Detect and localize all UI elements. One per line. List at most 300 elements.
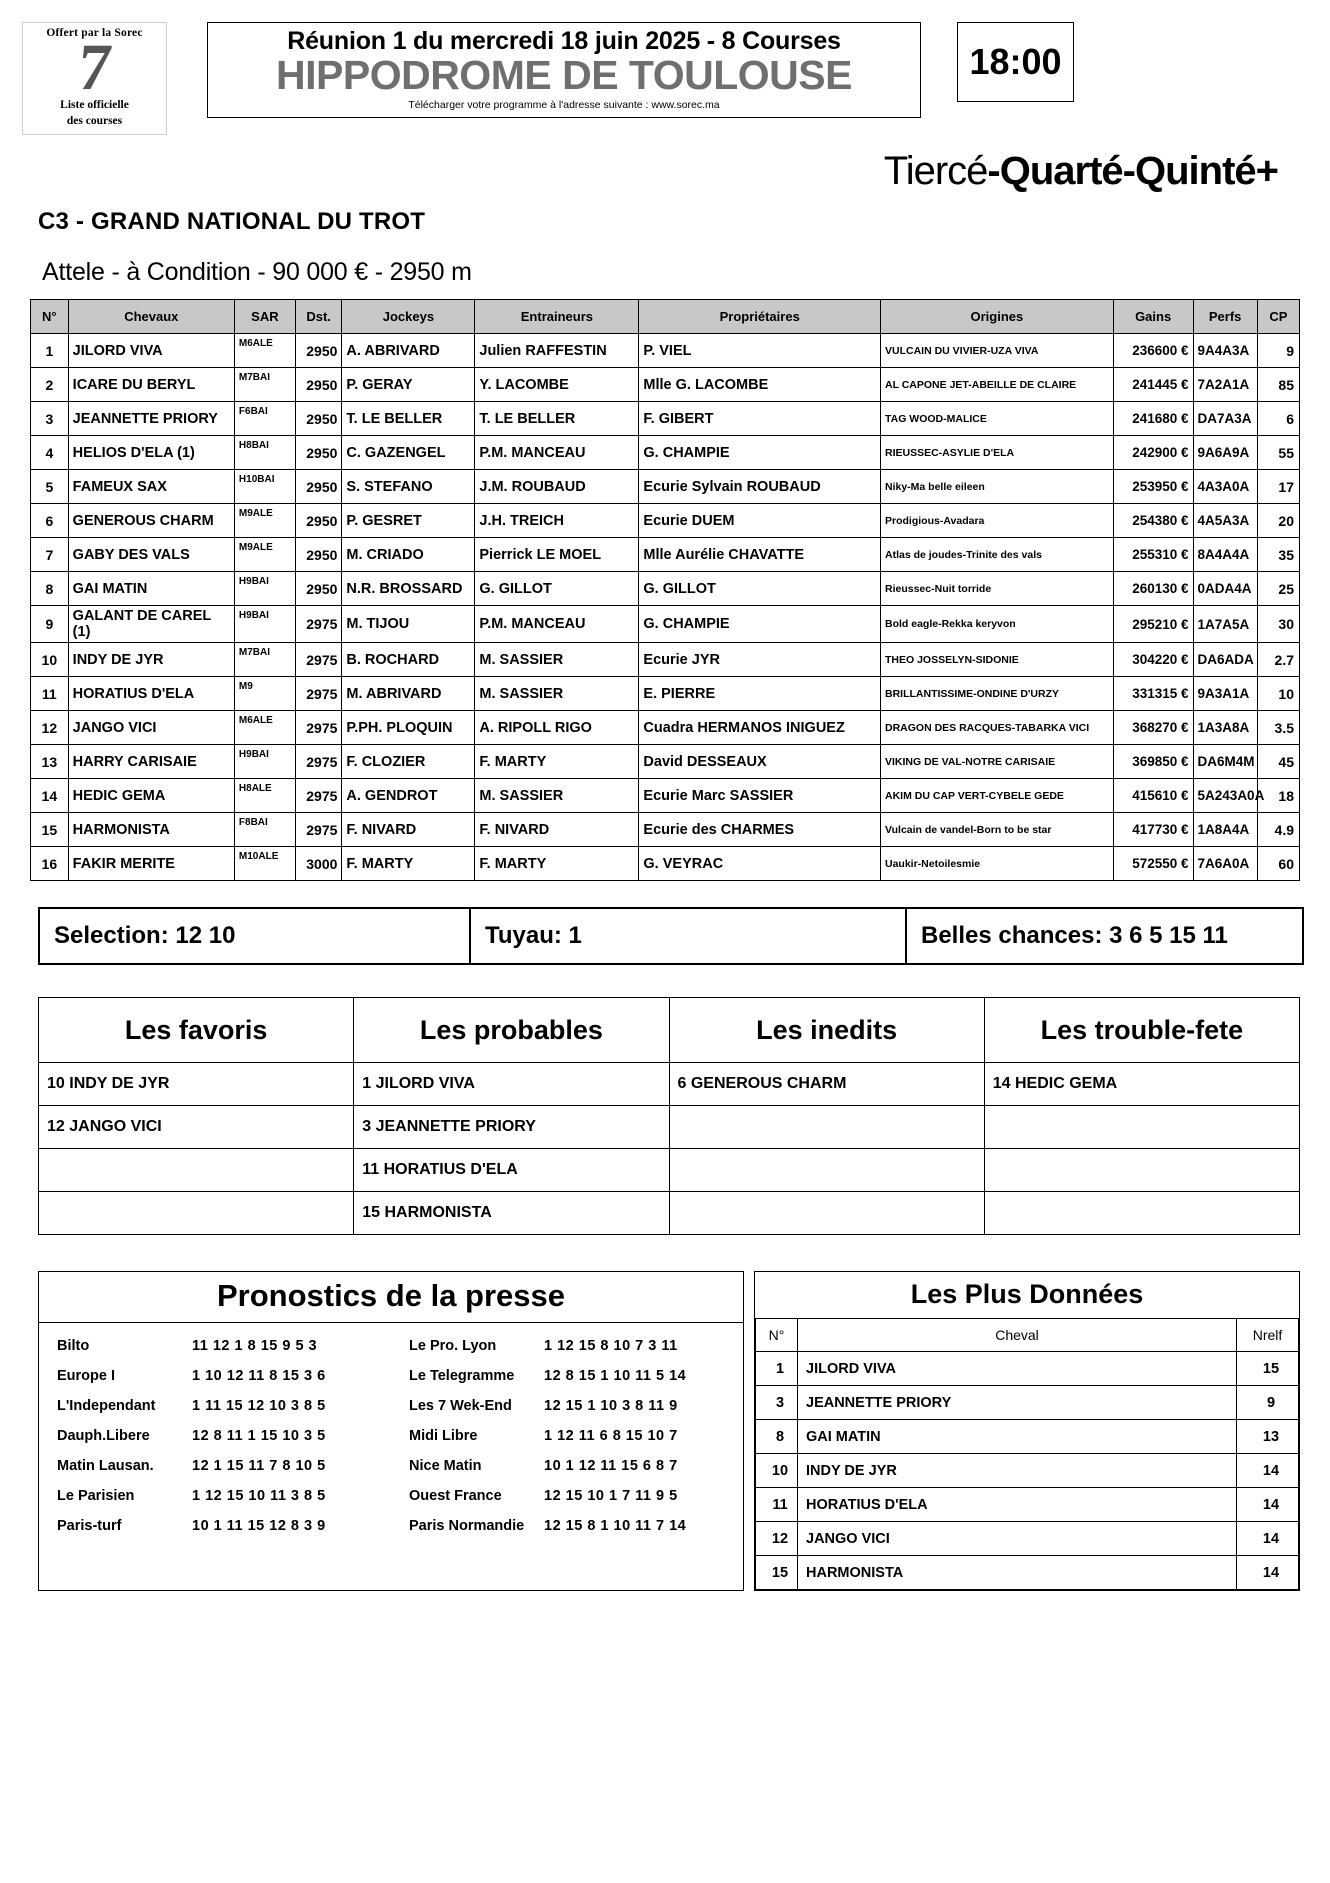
cell-proprietaire: G. VEYRAC bbox=[639, 847, 881, 881]
list-item bbox=[39, 1149, 1300, 1192]
cell-dst: 2950 bbox=[295, 538, 342, 572]
cell-dst: 2950 bbox=[295, 572, 342, 606]
cell-sar: M9 bbox=[234, 677, 295, 711]
cell-num: 15 bbox=[31, 813, 69, 847]
meeting-title-box bbox=[207, 22, 921, 118]
cell-sar: M9ALE bbox=[234, 538, 295, 572]
cell-origines: Uaukir-Netoilesmie bbox=[881, 847, 1114, 881]
cell-cheval: JEANNETTE PRIORY bbox=[68, 402, 234, 436]
press-row bbox=[39, 1361, 391, 1391]
favoris-cell: 3 JEANNETTE PRIORY bbox=[354, 1106, 669, 1149]
press-source-name: Paris-turf bbox=[57, 1518, 122, 1535]
cell-gains: 369850 € bbox=[1113, 745, 1193, 779]
cell-dst: 2975 bbox=[295, 606, 342, 643]
belles-chances-text: Belles chances: 3 6 5 15 11 bbox=[921, 922, 1228, 950]
cell-sar: M10ALE bbox=[234, 847, 295, 881]
cell-gains: 241445 € bbox=[1113, 368, 1193, 402]
hippodrome-name: HIPPODROME DE TOULOUSE bbox=[276, 52, 852, 98]
cell-cheval: FAMEUX SAX bbox=[68, 470, 234, 504]
mg-cell-nrelf: 14 bbox=[1237, 1454, 1299, 1488]
cell-entraineur: J.M. ROUBAUD bbox=[475, 470, 639, 504]
table-row bbox=[756, 1556, 1299, 1590]
cell-origines: BRILLANTISSIME-ONDINE D'URZY bbox=[881, 677, 1114, 711]
cell-origines: RIEUSSEC-ASYLIE D'ELA bbox=[881, 436, 1114, 470]
cell-num: 16 bbox=[31, 847, 69, 881]
cell-num: 3 bbox=[31, 402, 69, 436]
cell-perfs: 1A3A8A bbox=[1193, 711, 1257, 745]
cell-dst: 2950 bbox=[295, 334, 342, 368]
col-proprietaires: Propriétaires bbox=[639, 300, 881, 334]
cell-jockey: M. ABRIVARD bbox=[342, 677, 475, 711]
most-given-panel bbox=[754, 1271, 1300, 1591]
list-item bbox=[39, 1106, 1300, 1149]
selection-text: Selection: 12 10 bbox=[40, 909, 471, 963]
favoris-cell: 14 HEDIC GEMA bbox=[984, 1063, 1299, 1106]
cell-jockey: T. LE BELLER bbox=[342, 402, 475, 436]
favoris-col-inedits: Les inedits bbox=[669, 998, 984, 1063]
favoris-table bbox=[38, 997, 1300, 1235]
mg-cell-num: 12 bbox=[756, 1522, 798, 1556]
cell-sar: H9BAI bbox=[234, 606, 295, 643]
cell-entraineur: F. MARTY bbox=[475, 745, 639, 779]
cell-perfs: 1A8A4A bbox=[1193, 813, 1257, 847]
favoris-header-row bbox=[39, 998, 1300, 1063]
cell-origines: Atlas de joudes-Trinite des vals bbox=[881, 538, 1114, 572]
cell-origines: Vulcain de vandel-Born to be star bbox=[881, 813, 1114, 847]
cell-jockey: S. STEFANO bbox=[342, 470, 475, 504]
cell-cheval: GALANT DE CAREL (1) bbox=[68, 606, 234, 643]
cell-proprietaire: P. VIEL bbox=[639, 334, 881, 368]
cell-dst: 2950 bbox=[295, 436, 342, 470]
cell-perfs: 9A6A9A bbox=[1193, 436, 1257, 470]
mg-cell-nrelf: 14 bbox=[1237, 1488, 1299, 1522]
cell-num: 11 bbox=[31, 677, 69, 711]
press-source-name: Le Telegramme bbox=[409, 1368, 515, 1385]
cell-dst: 2950 bbox=[295, 470, 342, 504]
cell-gains: 304220 € bbox=[1113, 643, 1193, 677]
favoris-cell bbox=[669, 1106, 984, 1149]
press-column-left bbox=[39, 1331, 391, 1541]
cell-jockey: F. NIVARD bbox=[342, 813, 475, 847]
press-row bbox=[39, 1421, 391, 1451]
cell-sar: M9ALE bbox=[234, 504, 295, 538]
cell-perfs: DA6ADA bbox=[1193, 643, 1257, 677]
cell-perfs: 5A243A0A bbox=[1193, 779, 1257, 813]
cell-cp: 17 bbox=[1257, 470, 1299, 504]
favoris-cell bbox=[39, 1192, 354, 1235]
cell-gains: 236600 € bbox=[1113, 334, 1193, 368]
favoris-cell: 1 JILORD VIVA bbox=[354, 1063, 669, 1106]
cell-entraineur: J.H. TREICH bbox=[475, 504, 639, 538]
download-note: Télécharger votre programme à l'adresse suivante : www.sorec.ma bbox=[408, 99, 720, 112]
cell-origines: Niky-Ma belle eileen bbox=[881, 470, 1114, 504]
col-cheval: Chevaux bbox=[68, 300, 234, 334]
cell-cp: 45 bbox=[1257, 745, 1299, 779]
table-row bbox=[31, 572, 1300, 606]
cell-cp: 10 bbox=[1257, 677, 1299, 711]
cell-perfs: 7A2A1A bbox=[1193, 368, 1257, 402]
cell-origines: TAG WOOD-MALICE bbox=[881, 402, 1114, 436]
list-item bbox=[39, 1063, 1300, 1106]
col-jockeys: Jockeys bbox=[342, 300, 475, 334]
table-row bbox=[31, 606, 1300, 643]
mg-cell-nrelf: 14 bbox=[1237, 1522, 1299, 1556]
cell-dst: 2950 bbox=[295, 402, 342, 436]
cell-jockey: A. GENDROT bbox=[342, 779, 475, 813]
press-selection-numbers: 12 15 1 10 3 8 11 9 bbox=[544, 1398, 678, 1415]
col-origines: Origines bbox=[881, 300, 1114, 334]
cell-perfs: DA6M4M bbox=[1193, 745, 1257, 779]
cell-proprietaire: F. GIBERT bbox=[639, 402, 881, 436]
cell-num: 10 bbox=[31, 643, 69, 677]
cell-jockey: F. CLOZIER bbox=[342, 745, 475, 779]
press-column-right bbox=[391, 1331, 743, 1541]
runners-table bbox=[30, 299, 1300, 881]
cell-proprietaire: Cuadra HERMANOS INIGUEZ bbox=[639, 711, 881, 745]
mg-cell-cheval: GAI MATIN bbox=[798, 1420, 1237, 1454]
cell-perfs: 4A5A3A bbox=[1193, 504, 1257, 538]
table-row bbox=[756, 1420, 1299, 1454]
table-row bbox=[756, 1522, 1299, 1556]
mg-cell-cheval: HARMONISTA bbox=[798, 1556, 1237, 1590]
cell-gains: 417730 € bbox=[1113, 813, 1193, 847]
press-selection-numbers: 1 12 15 8 10 7 3 11 bbox=[544, 1338, 678, 1355]
cell-cp: 18 bbox=[1257, 779, 1299, 813]
seven-glyph-icon: 7 bbox=[74, 31, 115, 104]
cell-proprietaire: Mlle Aurélie CHAVATTE bbox=[639, 538, 881, 572]
cell-sar: H9BAI bbox=[234, 745, 295, 779]
cell-origines: AKIM DU CAP VERT-CYBELE GEDE bbox=[881, 779, 1114, 813]
cell-entraineur: F. MARTY bbox=[475, 847, 639, 881]
cell-dst: 2950 bbox=[295, 368, 342, 402]
press-selection-numbers: 12 8 15 1 10 11 5 14 bbox=[544, 1368, 687, 1385]
cell-origines: Bold eagle-Rekka keryvon bbox=[881, 606, 1114, 643]
col-entraineurs: Entraineurs bbox=[475, 300, 639, 334]
table-row bbox=[31, 813, 1300, 847]
cell-perfs: 0ADA4A bbox=[1193, 572, 1257, 606]
press-selection-numbers: 12 15 10 1 7 11 9 5 bbox=[544, 1488, 678, 1505]
press-selection-numbers: 12 8 11 1 15 10 3 5 bbox=[192, 1428, 326, 1445]
press-row bbox=[39, 1511, 391, 1541]
mg-col-nrelf: Nrelf bbox=[1237, 1319, 1299, 1352]
cell-cp: 2.7 bbox=[1257, 643, 1299, 677]
table-row bbox=[31, 745, 1300, 779]
bet-types bbox=[0, 149, 1330, 194]
cell-num: 14 bbox=[31, 779, 69, 813]
press-source-name: Midi Libre bbox=[409, 1428, 478, 1445]
press-row bbox=[391, 1451, 743, 1481]
press-source-name: Bilto bbox=[57, 1338, 90, 1355]
mg-cell-cheval: JEANNETTE PRIORY bbox=[798, 1386, 1237, 1420]
cell-num: 7 bbox=[31, 538, 69, 572]
cell-cheval: GAI MATIN bbox=[68, 572, 234, 606]
press-source-name: Ouest France bbox=[409, 1488, 502, 1505]
cell-sar: M7BAI bbox=[234, 368, 295, 402]
press-selection-numbers: 1 12 11 6 8 15 10 7 bbox=[544, 1428, 678, 1445]
press-selection-numbers: 1 10 12 11 8 15 3 6 bbox=[192, 1368, 326, 1385]
cell-proprietaire: Mlle G. LACOMBE bbox=[639, 368, 881, 402]
cell-gains: 255310 € bbox=[1113, 538, 1193, 572]
cell-perfs: DA7A3A bbox=[1193, 402, 1257, 436]
mg-cell-nrelf: 15 bbox=[1237, 1352, 1299, 1386]
cell-cp: 30 bbox=[1257, 606, 1299, 643]
cell-sar: H9BAI bbox=[234, 572, 295, 606]
press-row bbox=[391, 1391, 743, 1421]
cell-cheval: GENEROUS CHARM bbox=[68, 504, 234, 538]
mg-cell-num: 8 bbox=[756, 1420, 798, 1454]
press-predictions-panel bbox=[38, 1271, 744, 1591]
press-selection-numbers: 11 12 1 8 15 9 5 3 bbox=[192, 1338, 318, 1355]
cell-gains: 572550 € bbox=[1113, 847, 1193, 881]
most-given-title: Les Plus Données bbox=[910, 1279, 1144, 1310]
favoris-col-trouble-fete: Les trouble-fete bbox=[984, 998, 1299, 1063]
page-header bbox=[0, 0, 1330, 135]
mg-col-cheval: Cheval bbox=[798, 1319, 1237, 1352]
favoris-col-favoris: Les favoris bbox=[39, 998, 354, 1063]
cell-sar: H10BAI bbox=[234, 470, 295, 504]
cell-num: 6 bbox=[31, 504, 69, 538]
table-row bbox=[31, 504, 1300, 538]
cell-num: 13 bbox=[31, 745, 69, 779]
mg-cell-nrelf: 14 bbox=[1237, 1556, 1299, 1590]
cell-proprietaire: Ecurie Marc SASSIER bbox=[639, 779, 881, 813]
most-given-header-row bbox=[756, 1319, 1299, 1352]
cell-jockey: F. MARTY bbox=[342, 847, 475, 881]
mg-cell-num: 15 bbox=[756, 1556, 798, 1590]
press-row bbox=[391, 1481, 743, 1511]
cell-perfs: 9A3A1A bbox=[1193, 677, 1257, 711]
cell-dst: 3000 bbox=[295, 847, 342, 881]
selection-bar bbox=[38, 907, 1304, 965]
cell-jockey: M. TIJOU bbox=[342, 606, 475, 643]
race-title: C3 - GRAND NATIONAL DU TROT bbox=[38, 208, 426, 236]
col-cp: CP bbox=[1257, 300, 1299, 334]
col-perfs: Perfs bbox=[1193, 300, 1257, 334]
logo-bottom-line1: Liste officielle bbox=[60, 98, 129, 111]
cell-cheval: FAKIR MERITE bbox=[68, 847, 234, 881]
table-row bbox=[31, 711, 1300, 745]
press-source-name: Matin Lausan. bbox=[57, 1458, 154, 1475]
cell-proprietaire: E. PIERRE bbox=[639, 677, 881, 711]
cell-num: 4 bbox=[31, 436, 69, 470]
press-row bbox=[391, 1511, 743, 1541]
bet-type-tierce: Tiercé bbox=[883, 149, 988, 194]
cell-entraineur: G. GILLOT bbox=[475, 572, 639, 606]
list-item bbox=[39, 1192, 1300, 1235]
press-row bbox=[39, 1481, 391, 1511]
table-row bbox=[756, 1454, 1299, 1488]
table-row bbox=[31, 538, 1300, 572]
press-row bbox=[39, 1331, 391, 1361]
cell-gains: 415610 € bbox=[1113, 779, 1193, 813]
col-dst: Dst. bbox=[295, 300, 342, 334]
mg-cell-cheval: HORATIUS D'ELA bbox=[798, 1488, 1237, 1522]
cell-proprietaire: Ecurie Sylvain ROUBAUD bbox=[639, 470, 881, 504]
favoris-cell: 11 HORATIUS D'ELA bbox=[354, 1149, 669, 1192]
cell-dst: 2975 bbox=[295, 779, 342, 813]
cell-cp: 85 bbox=[1257, 368, 1299, 402]
mg-cell-num: 3 bbox=[756, 1386, 798, 1420]
press-row bbox=[391, 1361, 743, 1391]
press-selection-numbers: 12 15 8 1 10 11 7 14 bbox=[544, 1518, 687, 1535]
cell-sar: H8ALE bbox=[234, 779, 295, 813]
cell-cp: 60 bbox=[1257, 847, 1299, 881]
cell-perfs: 8A4A4A bbox=[1193, 538, 1257, 572]
favoris-cell: 12 JANGO VICI bbox=[39, 1106, 354, 1149]
table-row bbox=[756, 1386, 1299, 1420]
cell-cheval: HARMONISTA bbox=[68, 813, 234, 847]
mg-cell-nrelf: 13 bbox=[1237, 1420, 1299, 1454]
cell-gains: 241680 € bbox=[1113, 402, 1193, 436]
table-row bbox=[31, 470, 1300, 504]
cell-gains: 295210 € bbox=[1113, 606, 1193, 643]
cell-entraineur: M. SASSIER bbox=[475, 677, 639, 711]
cell-origines: Rieussec-Nuit torride bbox=[881, 572, 1114, 606]
press-source-name: Les 7 Wek-End bbox=[409, 1398, 512, 1415]
logo-top-text: Offert par la Sorec bbox=[46, 27, 143, 39]
col-sar: SAR bbox=[234, 300, 295, 334]
cell-entraineur: Y. LACOMBE bbox=[475, 368, 639, 402]
cell-cp: 3.5 bbox=[1257, 711, 1299, 745]
cell-cheval: HELIOS D'ELA (1) bbox=[68, 436, 234, 470]
cell-cp: 4.9 bbox=[1257, 813, 1299, 847]
cell-proprietaire: Ecurie JYR bbox=[639, 643, 881, 677]
mg-col-num: N° bbox=[756, 1319, 798, 1352]
table-row bbox=[31, 436, 1300, 470]
meeting-subtitle: Réunion 1 du mercredi 18 juin 2025 - 8 Courses bbox=[287, 27, 841, 55]
cell-dst: 2975 bbox=[295, 745, 342, 779]
mg-cell-nrelf: 9 bbox=[1237, 1386, 1299, 1420]
cell-gains: 253950 € bbox=[1113, 470, 1193, 504]
col-num: N° bbox=[31, 300, 69, 334]
cell-cheval: HORATIUS D'ELA bbox=[68, 677, 234, 711]
bet-type-quarte-quinte: -Quarté-Quinté+ bbox=[987, 149, 1278, 194]
press-row bbox=[39, 1391, 391, 1421]
press-source-name: Dauph.Libere bbox=[57, 1428, 150, 1445]
favoris-cell: 10 INDY DE JYR bbox=[39, 1063, 354, 1106]
table-row bbox=[31, 368, 1300, 402]
cell-cp: 55 bbox=[1257, 436, 1299, 470]
press-title: Pronostics de la presse bbox=[39, 1272, 743, 1323]
cell-num: 9 bbox=[31, 606, 69, 643]
cell-sar: F6BAI bbox=[234, 402, 295, 436]
favoris-cell: 6 GENEROUS CHARM bbox=[669, 1063, 984, 1106]
cell-entraineur: F. NIVARD bbox=[475, 813, 639, 847]
cell-entraineur: M. SASSIER bbox=[475, 643, 639, 677]
mg-cell-cheval: JANGO VICI bbox=[798, 1522, 1237, 1556]
press-row bbox=[391, 1421, 743, 1451]
press-selection-numbers: 1 11 15 12 10 3 8 5 bbox=[192, 1398, 326, 1415]
mg-cell-num: 1 bbox=[756, 1352, 798, 1386]
cell-origines: Prodigious-Avadara bbox=[881, 504, 1114, 538]
cell-cheval: HEDIC GEMA bbox=[68, 779, 234, 813]
cell-cheval: ICARE DU BERYL bbox=[68, 368, 234, 402]
cell-cp: 25 bbox=[1257, 572, 1299, 606]
press-selection-numbers: 12 1 15 11 7 8 10 5 bbox=[192, 1458, 326, 1475]
cell-jockey: A. ABRIVARD bbox=[342, 334, 475, 368]
cell-jockey: B. ROCHARD bbox=[342, 643, 475, 677]
cell-num: 1 bbox=[31, 334, 69, 368]
mg-cell-num: 10 bbox=[756, 1454, 798, 1488]
cell-jockey: P. GESRET bbox=[342, 504, 475, 538]
cell-entraineur: P.M. MANCEAU bbox=[475, 606, 639, 643]
cell-proprietaire: Ecurie DUEM bbox=[639, 504, 881, 538]
most-given-table bbox=[755, 1318, 1299, 1590]
cell-dst: 2975 bbox=[295, 677, 342, 711]
race-conditions: Attele - à Condition - 90 000 € - 2950 m bbox=[42, 258, 472, 287]
cell-cheval: JANGO VICI bbox=[68, 711, 234, 745]
cell-entraineur: Pierrick LE MOEL bbox=[475, 538, 639, 572]
cell-jockey: P. GERAY bbox=[342, 368, 475, 402]
cell-proprietaire: G. CHAMPIE bbox=[639, 606, 881, 643]
cell-jockey: P.PH. PLOQUIN bbox=[342, 711, 475, 745]
cell-sar: H8BAI bbox=[234, 436, 295, 470]
cell-gains: 331315 € bbox=[1113, 677, 1193, 711]
cell-proprietaire: G. CHAMPIE bbox=[639, 436, 881, 470]
cell-sar: M6ALE bbox=[234, 334, 295, 368]
cell-origines: VIKING DE VAL-NOTRE CARISAIE bbox=[881, 745, 1114, 779]
favoris-cell bbox=[39, 1149, 354, 1192]
cell-gains: 368270 € bbox=[1113, 711, 1193, 745]
cell-cheval: GABY DES VALS bbox=[68, 538, 234, 572]
cell-gains: 260130 € bbox=[1113, 572, 1193, 606]
cell-cheval: INDY DE JYR bbox=[68, 643, 234, 677]
mg-cell-cheval: INDY DE JYR bbox=[798, 1454, 1237, 1488]
press-source-name: Europe I bbox=[57, 1368, 116, 1385]
cell-cp: 6 bbox=[1257, 402, 1299, 436]
col-gains: Gains bbox=[1113, 300, 1193, 334]
cell-cp: 9 bbox=[1257, 334, 1299, 368]
press-selection-numbers: 10 1 12 11 15 6 8 7 bbox=[544, 1458, 678, 1475]
favoris-cell: 15 HARMONISTA bbox=[354, 1192, 669, 1235]
cell-entraineur: P.M. MANCEAU bbox=[475, 436, 639, 470]
table-row bbox=[756, 1352, 1299, 1386]
cell-num: 8 bbox=[31, 572, 69, 606]
cell-sar: M7BAI bbox=[234, 643, 295, 677]
cell-perfs: 4A3A0A bbox=[1193, 470, 1257, 504]
cell-jockey: C. GAZENGEL bbox=[342, 436, 475, 470]
cell-entraineur: Julien RAFFESTIN bbox=[475, 334, 639, 368]
cell-proprietaire: David DESSEAUX bbox=[639, 745, 881, 779]
favoris-cell bbox=[984, 1192, 1299, 1235]
press-row bbox=[391, 1331, 743, 1361]
cell-cp: 35 bbox=[1257, 538, 1299, 572]
table-row bbox=[31, 334, 1300, 368]
table-row bbox=[31, 402, 1300, 436]
cell-cheval: JILORD VIVA bbox=[68, 334, 234, 368]
cell-perfs: 1A7A5A bbox=[1193, 606, 1257, 643]
runners-header-row bbox=[31, 300, 1300, 334]
favoris-cell bbox=[984, 1106, 1299, 1149]
mg-cell-num: 11 bbox=[756, 1488, 798, 1522]
cell-proprietaire: Ecurie des CHARMES bbox=[639, 813, 881, 847]
cell-origines: AL CAPONE JET-ABEILLE DE CLAIRE bbox=[881, 368, 1114, 402]
table-row bbox=[31, 643, 1300, 677]
favoris-col-probables: Les probables bbox=[354, 998, 669, 1063]
cell-num: 2 bbox=[31, 368, 69, 402]
cell-entraineur: M. SASSIER bbox=[475, 779, 639, 813]
press-row bbox=[39, 1451, 391, 1481]
cell-proprietaire: G. GILLOT bbox=[639, 572, 881, 606]
bottom-section bbox=[38, 1271, 1300, 1591]
cell-dst: 2975 bbox=[295, 643, 342, 677]
table-row bbox=[31, 779, 1300, 813]
start-time: 18:00 bbox=[969, 41, 1062, 82]
press-selection-numbers: 1 12 15 10 11 3 8 5 bbox=[192, 1488, 326, 1505]
press-source-name: Nice Matin bbox=[409, 1458, 482, 1475]
start-time-box bbox=[957, 22, 1074, 102]
press-source-name: L'Independant bbox=[57, 1398, 156, 1415]
